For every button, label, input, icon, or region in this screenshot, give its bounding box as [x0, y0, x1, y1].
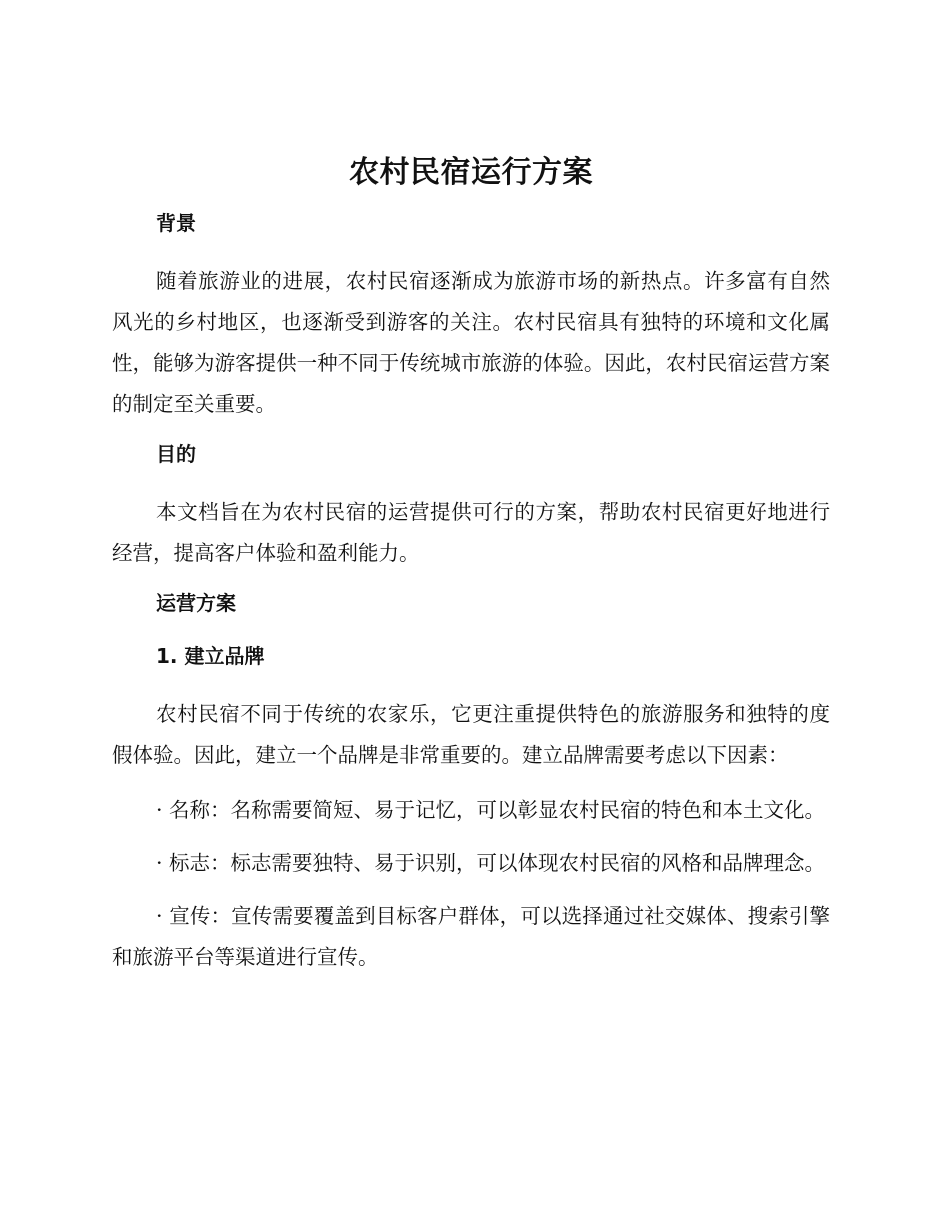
section-heading-plan: 运营方案	[156, 591, 236, 615]
subsection-heading-brand: 1. 建立品牌	[156, 644, 265, 668]
bullet-logo: · 标志：标志需要独特、易于识别，可以体现农村民宿的风格和品牌理念。	[156, 851, 826, 875]
bullet-name: · 名称：名称需要简短、易于记忆，可以彰显农村民宿的特色和本土文化。	[156, 798, 826, 822]
paragraph-background: 随着旅游业的进展，农村民宿逐渐成为旅游市场的新热点。许多富有自然风光的乡村地区，也逐渐受到游客的关注。农村民宿具有独特的环境和文化属性，能够为游客提供一种不同于传统城市旅游的体验。因此，农村民宿运营方案的制定至关重要。	[112, 269, 830, 416]
document-page	[112, 150, 830, 990]
paragraph-brand: 农村民宿不同于传统的农家乐，它更注重提供特色的旅游服务和独特的度假体验。因此，建立一个品牌是非常重要的。建立品牌需要考虑以下因素：	[112, 702, 830, 767]
paragraph-purpose: 本文档旨在为农村民宿的运营提供可行的方案，帮助农村民宿更好地进行经营，提高客户体验和盈利能力。	[112, 500, 830, 565]
bullet-promotion: · 宣传：宣传需要覆盖到目标客户群体，可以选择通过社交媒体、搜索引擎和旅游平台等渠道进行宣传。	[112, 904, 830, 969]
section-heading-purpose: 目的	[156, 442, 196, 466]
document-title: 农村民宿运行方案	[349, 155, 593, 190]
section-heading-background: 背景	[156, 211, 196, 235]
